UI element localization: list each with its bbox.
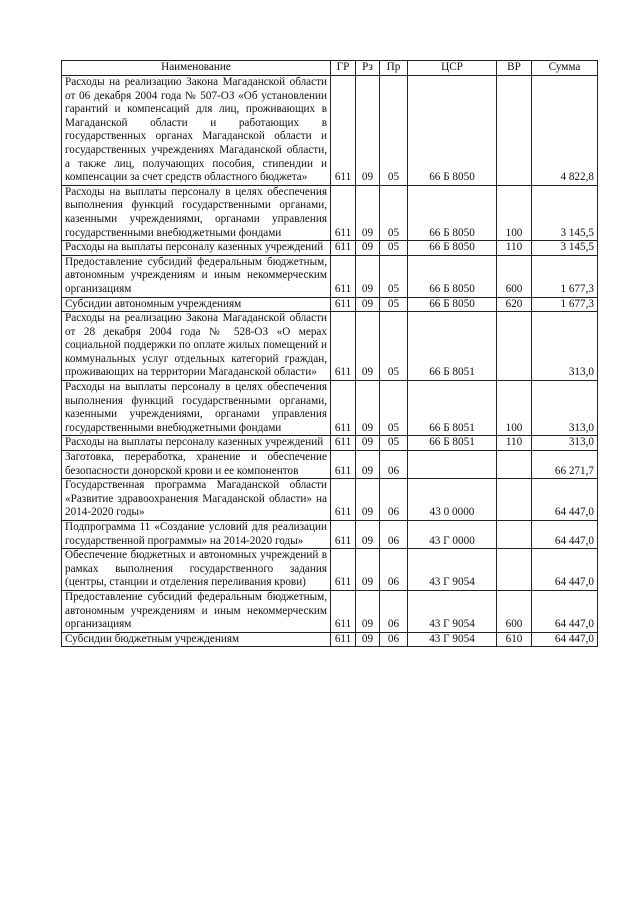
cell-name: Расходы на выплаты персоналу в целях обеспечения выполнения функций государственными органами, казенными учреждениями, органами управления государственными внебюджетными фондами	[62, 381, 331, 436]
cell-name: Подпрограмма 11 «Создание условий для реализации государственной программы» на 2014-2020 годы»	[62, 521, 331, 549]
cell-rz: 09	[356, 297, 380, 312]
cell-pr: 05	[380, 76, 408, 186]
header-name: Наименование	[62, 61, 331, 76]
table-row	[62, 241, 598, 256]
cell-sum: 313,0	[532, 312, 598, 381]
cell-sum: 1 677,3	[532, 255, 598, 297]
cell-gr: 611	[331, 451, 356, 479]
cell-csr: 43 0 0000	[408, 479, 497, 521]
budget-table	[61, 60, 598, 647]
cell-sum: 66 271,7	[532, 451, 598, 479]
cell-rz: 09	[356, 76, 380, 186]
cell-gr: 611	[331, 479, 356, 521]
table-row	[62, 76, 598, 186]
cell-pr: 06	[380, 590, 408, 632]
cell-name: Предоставление субсидий федеральным бюджетным, автономным учреждениям и иным некоммерческим организациям	[62, 255, 331, 297]
header-gr: ГР	[331, 61, 356, 76]
table-row	[62, 451, 598, 479]
table-row	[62, 436, 598, 451]
cell-vr	[497, 76, 532, 186]
cell-csr: 66 Б 8050	[408, 185, 497, 240]
cell-csr: 66 Б 8050	[408, 255, 497, 297]
cell-pr: 05	[380, 255, 408, 297]
cell-name: Субсидии бюджетным учреждениям	[62, 632, 331, 647]
cell-gr: 611	[331, 590, 356, 632]
cell-pr: 06	[380, 479, 408, 521]
cell-csr: 43 Г 0000	[408, 521, 497, 549]
cell-csr: 66 Б 8051	[408, 381, 497, 436]
cell-gr: 611	[331, 297, 356, 312]
cell-rz: 09	[356, 381, 380, 436]
cell-vr: 100	[497, 381, 532, 436]
cell-rz: 09	[356, 451, 380, 479]
cell-vr	[497, 451, 532, 479]
cell-csr: 43 Г 9054	[408, 590, 497, 632]
cell-name: Предоставление субсидий федеральным бюджетным, автономным учреждениям и иным некоммерческим организациям	[62, 590, 331, 632]
cell-sum: 1 677,3	[532, 297, 598, 312]
cell-vr	[497, 479, 532, 521]
cell-rz: 09	[356, 312, 380, 381]
table-header-row	[62, 61, 598, 76]
cell-rz: 09	[356, 549, 380, 591]
header-rz: Рз	[356, 61, 380, 76]
cell-gr: 611	[331, 185, 356, 240]
cell-name: Расходы на выплаты персоналу казенных учреждений	[62, 241, 331, 256]
table-row	[62, 255, 598, 297]
cell-csr: 66 Б 8050	[408, 76, 497, 186]
cell-vr: 100	[497, 185, 532, 240]
cell-csr: 66 Б 8050	[408, 297, 497, 312]
cell-name: Субсидии автономным учреждениям	[62, 297, 331, 312]
table-body	[62, 76, 598, 647]
cell-name: Государственная программа Магаданской области «Развитие здравоохранения Магаданской области» на 2014-2020 годы»	[62, 479, 331, 521]
table-row	[62, 521, 598, 549]
cell-csr: 66 Б 8050	[408, 241, 497, 256]
cell-vr: 600	[497, 255, 532, 297]
table-row	[62, 632, 598, 647]
cell-vr	[497, 312, 532, 381]
header-csr: ЦСР	[408, 61, 497, 76]
cell-gr: 611	[331, 381, 356, 436]
cell-csr: 43 Г 9054	[408, 632, 497, 647]
cell-pr: 05	[380, 381, 408, 436]
cell-pr: 05	[380, 312, 408, 381]
cell-csr: 66 Б 8051	[408, 436, 497, 451]
cell-name: Расходы на реализацию Закона Магаданской области от 28 декабря 2004 года № 528-ОЗ «О мерах социальной поддержки по оплате жилых помещений и коммунальных услуг отдельных категорий граждан, проживающих на территории Магаданской области»	[62, 312, 331, 381]
cell-vr: 610	[497, 632, 532, 647]
cell-vr: 620	[497, 297, 532, 312]
cell-pr: 06	[380, 521, 408, 549]
cell-rz: 09	[356, 521, 380, 549]
cell-vr: 600	[497, 590, 532, 632]
table-row	[62, 549, 598, 591]
cell-rz: 09	[356, 255, 380, 297]
table-row	[62, 297, 598, 312]
cell-sum: 64 447,0	[532, 549, 598, 591]
cell-name: Заготовка, переработка, хранение и обеспечение безопасности донорской крови и ее компонентов	[62, 451, 331, 479]
cell-gr: 611	[331, 549, 356, 591]
table-row	[62, 479, 598, 521]
cell-gr: 611	[331, 241, 356, 256]
cell-gr: 611	[331, 76, 356, 186]
cell-sum: 64 447,0	[532, 632, 598, 647]
cell-vr: 110	[497, 241, 532, 256]
cell-rz: 09	[356, 185, 380, 240]
cell-csr: 66 Б 8051	[408, 312, 497, 381]
cell-sum: 64 447,0	[532, 521, 598, 549]
table-row	[62, 312, 598, 381]
header-pr: Пр	[380, 61, 408, 76]
cell-name: Расходы на выплаты персоналу в целях обеспечения выполнения функций государственными органами, казенными учреждениями, органами управления государственными внебюджетными фондами	[62, 185, 331, 240]
cell-sum: 3 145,5	[532, 241, 598, 256]
cell-csr: 43 Г 9054	[408, 549, 497, 591]
cell-pr: 05	[380, 185, 408, 240]
cell-name: Расходы на реализацию Закона Магаданской области от 06 декабря 2004 года № 507-ОЗ «Об установлении гарантий и компенсаций для лиц, проживающих в Магаданской области и работающих в государственных органах Магаданской области и государственных учреждениях Магаданской области, а также лиц, получающих пособия, стипендии и компенсации за счет средств областного бюджета»	[62, 76, 331, 186]
header-vr: ВР	[497, 61, 532, 76]
header-sum: Сумма	[532, 61, 598, 76]
cell-rz: 09	[356, 436, 380, 451]
cell-gr: 611	[331, 521, 356, 549]
cell-sum: 4 822,8	[532, 76, 598, 186]
cell-sum: 313,0	[532, 436, 598, 451]
cell-pr: 06	[380, 632, 408, 647]
table-row	[62, 590, 598, 632]
cell-gr: 611	[331, 255, 356, 297]
table-row	[62, 381, 598, 436]
cell-gr: 611	[331, 436, 356, 451]
cell-name: Обеспечение бюджетных и автономных учреждений в рамках выполнения государственного задания (центры, станции и отделения переливания крови)	[62, 549, 331, 591]
cell-sum: 64 447,0	[532, 479, 598, 521]
cell-gr: 611	[331, 632, 356, 647]
cell-vr: 110	[497, 436, 532, 451]
cell-rz: 09	[356, 479, 380, 521]
cell-pr: 05	[380, 241, 408, 256]
cell-rz: 09	[356, 590, 380, 632]
cell-pr: 05	[380, 297, 408, 312]
cell-pr: 05	[380, 436, 408, 451]
cell-vr	[497, 521, 532, 549]
cell-vr	[497, 549, 532, 591]
cell-sum: 64 447,0	[532, 590, 598, 632]
cell-rz: 09	[356, 241, 380, 256]
cell-sum: 313,0	[532, 381, 598, 436]
cell-pr: 06	[380, 549, 408, 591]
cell-csr	[408, 451, 497, 479]
cell-rz: 09	[356, 632, 380, 647]
cell-name: Расходы на выплаты персоналу казенных учреждений	[62, 436, 331, 451]
cell-pr: 06	[380, 451, 408, 479]
cell-sum: 3 145,5	[532, 185, 598, 240]
cell-gr: 611	[331, 312, 356, 381]
table-row	[62, 185, 598, 240]
